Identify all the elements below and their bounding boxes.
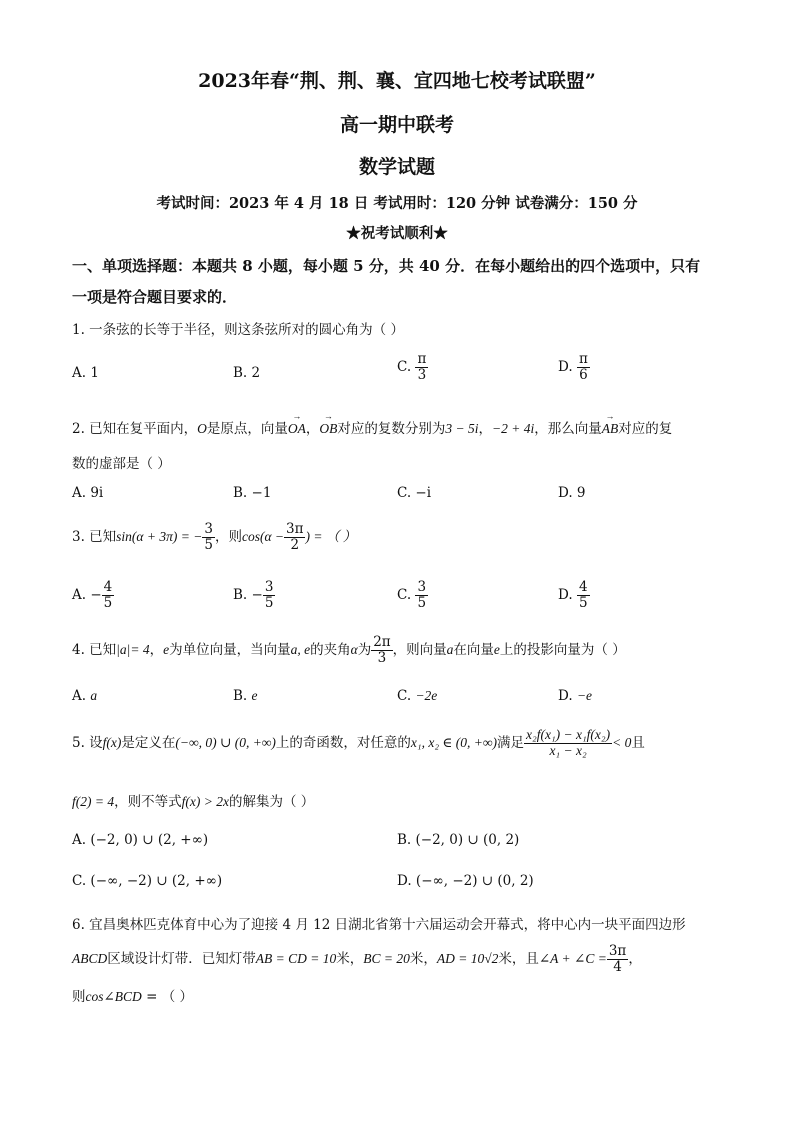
q3-option-b: B. − $\frac{3}{5}$ <box>233 579 274 611</box>
fraction: $\frac{3}{5}$ <box>204 521 213 553</box>
q3-option-a: A. − $\frac{4}{5}$ <box>72 579 113 611</box>
good-luck-line: ★祝考试顺利★ <box>346 225 448 242</box>
question-2-stem: 2. 已知在复平面内，O是原点，向量→ OA，→ OB对应的复数分别为3 − 5i，−2 + 4i，那么向量→ AB对应的复 <box>72 417 672 437</box>
question-5-stem-line2: f(2) = 4，则不等式f(x) > 2x的解集为（ ） <box>72 794 315 810</box>
question-1-stem: 1. 一条弦的长等于半径，则这条弦所对的圆心角为（ ） <box>72 322 404 338</box>
exam-subtitle: 高一期中联考 <box>339 114 454 136</box>
question-6-stem: 6. 宜昌奥林匹克体育中心为了迎接 4 月 12 日湖北省第十六届运动会开幕式，将中心内一块平面四边形 <box>72 917 686 933</box>
fraction: $\frac{2\pi}{3}$ <box>373 634 391 666</box>
q4-option-b: B. e <box>233 688 258 704</box>
q5-option-d: D. (−∞, −2) ∪ (0, 2) <box>397 873 534 889</box>
fraction: $\frac{4}{5}$ <box>103 579 113 611</box>
q1-option-a: A. 1 <box>72 365 99 381</box>
fraction: $\frac{3}{5}$ <box>264 579 274 611</box>
question-2-stem-line2: 数的虚部是（ ） <box>72 456 171 472</box>
q2-option-b: B. −1 <box>233 485 272 501</box>
q2-option-d: D. 9 <box>558 485 586 501</box>
q2-option-c: C. −i <box>397 485 432 501</box>
q4-option-c: C. −2e <box>397 688 438 704</box>
q3-option-c: C. $\frac{3}{5}$ <box>397 579 427 611</box>
q4-option-d: D. −e <box>558 688 593 704</box>
q1-option-c: C. $\frac{\pi}{3}$ <box>397 351 427 383</box>
q5-option-b: B. (−2, 0) ∪ (0, 2) <box>397 832 520 848</box>
fraction: $\frac{4}{5}$ <box>578 579 588 611</box>
fraction: $\frac{3\pi}{4}$ <box>608 943 627 975</box>
q3-option-d: D. $\frac{4}{5}$ <box>558 579 588 611</box>
fraction: $\frac{\text{x₂f(x₁) − x₁f(x₂)}}{\text{x₁ − x₂}}$ <box>526 727 611 758</box>
question-6-stem-line2: ABCD区域设计灯带．已知灯带AB = CD = 10米，BC = 20米，AD = 10√2米，且∠A + ∠C = $\frac{3\pi}{4}$ ， <box>72 943 642 975</box>
subject-title: 数学试题 <box>358 156 435 178</box>
fraction: $\frac{3}{5}$ <box>417 579 427 611</box>
q5-option-c: C. (−∞, −2) ∪ (2, +∞) <box>72 873 223 889</box>
q1-option-d: D. $\frac{\pi}{6}$ <box>558 351 588 383</box>
question-5-stem: 5. 设f(x)是定义在(−∞, 0) ∪ (0, +∞)上的奇函数，对任意的x₁, x₂ ∈ (0, +∞)满足 $\frac{\text{x₂f(x₁) − x₁f(x₂)}}{\text{x₁ − x₂}}$ < 0且 <box>72 727 645 758</box>
q4-option-a: A. a <box>72 688 98 704</box>
q1-option-b: B. 2 <box>233 365 261 381</box>
fraction: $\frac{3\pi}{2}$ <box>286 521 304 553</box>
question-6-stem-line3: 则cos∠BCD = （ ） <box>72 989 193 1005</box>
q5-option-a: A. (−2, 0) ∪ (2, +∞) <box>72 832 209 848</box>
fraction: $\frac{\pi}{3}$ <box>417 351 427 383</box>
question-4-stem: 4. 已知|a|= 4，e为单位向量，当向量a, e的夹角α为 $\frac{2\pi}{3}$ ，则向量a在向量e上的投影向量为（ ） <box>72 634 626 666</box>
vector-ab: → AB <box>602 421 619 437</box>
exam-info: 考试时间：2023 年 4 月 18 日 考试用时：120 分钟 试卷满分：150 分 <box>156 195 638 212</box>
fraction: $\frac{\pi}{6}$ <box>578 351 588 383</box>
exam-title: 2023年春“荆、荆、襄、宜四地七校考试联盟” <box>198 70 596 92</box>
q2-option-a: A. 9i <box>72 485 104 501</box>
vector-ob: → OB <box>319 421 337 437</box>
section-heading-line1: 一、单项选择题：本题共 8 小题，每小题 5 分，共 40 分．在每小题给出的四个选项中，只有 <box>72 257 701 275</box>
section-heading-line2: 一项是符合题目要求的． <box>72 288 238 306</box>
question-3-stem: 3. 已知sin(α + 3π) = − $\frac{3}{5}$ ，则cos(α − $\frac{3\pi}{2}$ ) = （ ） <box>72 521 357 553</box>
vector-oa: → OA <box>288 421 306 437</box>
